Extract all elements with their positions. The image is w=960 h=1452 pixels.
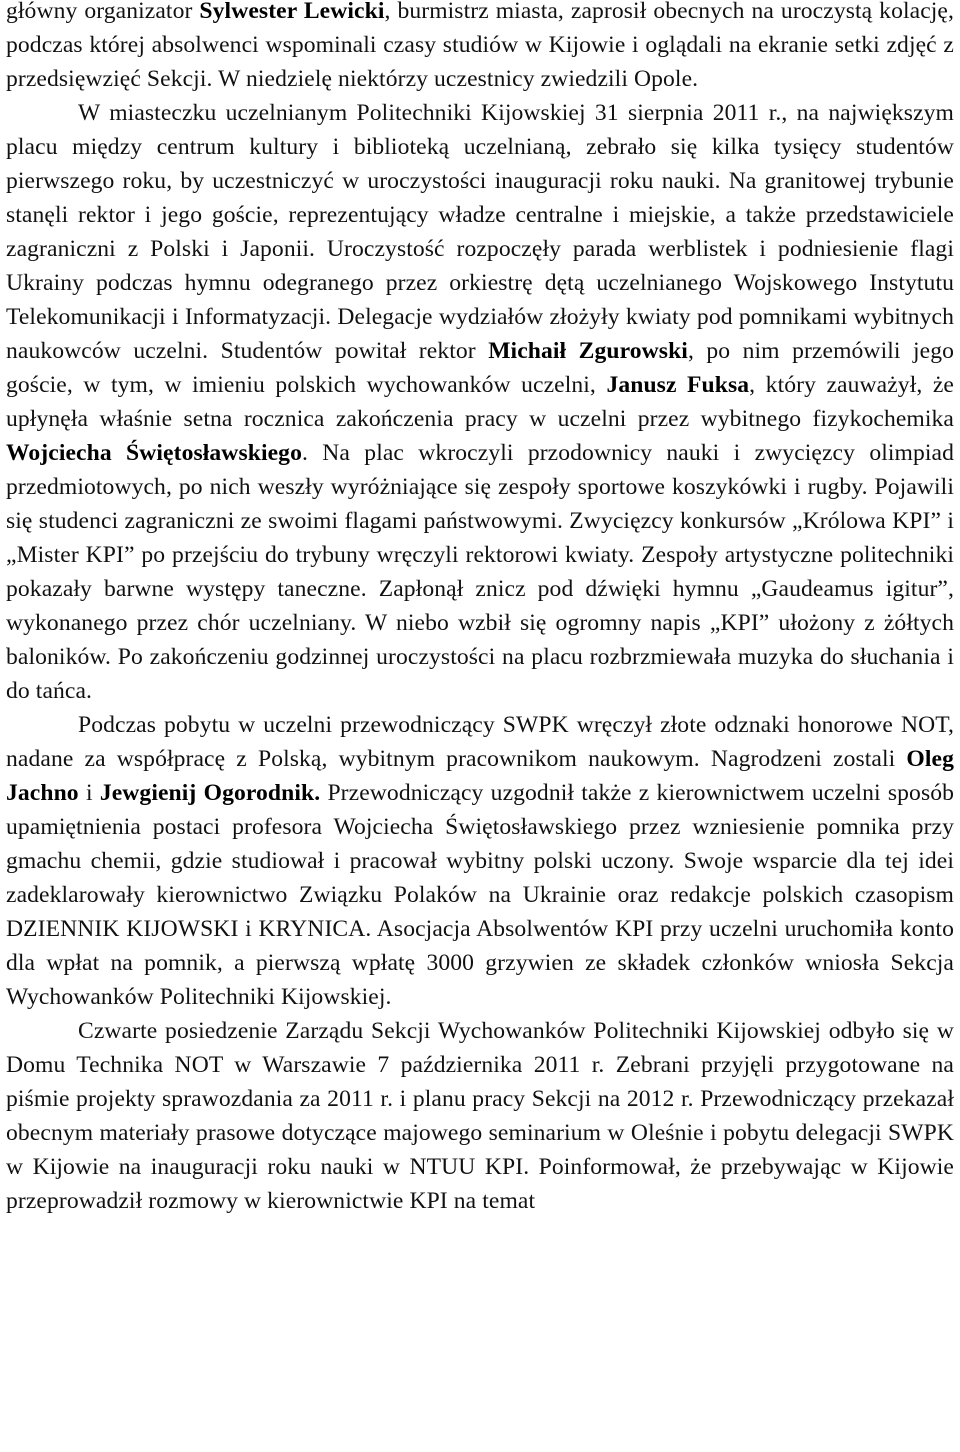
bold-name: Michaił Zgurowski [488, 338, 688, 364]
text-run: Podczas pobytu w uczelni przewodniczący SWPK wręczył złote odznaki honorowe NOT, nadane za współpracę z Polską, wybitnym pracownikom naukowym. Nagrodzeni zostali [6, 712, 954, 772]
text-run: Przewodniczący uzgodnił także z kierownictwem uczelni sposób upamiętnienia postaci profesora Wojciecha Świętosławskiego przez wzniesienie pomnika przy gmachu chemii, gdzie studiował i pracował wybitny polski uczony. Swoje wsparcie dla tej idei zadeklarowały kierownictwo Związku Polaków na Ukrainie oraz redakcje polskich czasopism DZIENNIK KIJOWSKI i KRYNICA. Asocjacja Absolwentów KPI przy uczelni uruchomiła konto dla wpłat na pomnik, a pierwszą wpłatę 3000 grzywien ze składek członków wniosła Sekcja Wychowanków Politechniki Kijowskiej. [6, 780, 955, 1010]
text-run: główny organizator [6, 0, 200, 24]
text-run: W miasteczku uczelnianym Politechniki Kijowskiej 31 sierpnia 2011 r., na największym placu między centrum kultury i biblioteką uczelnianą, zebrało się kilka tysięcy studentów pierwszego roku, by uczestniczyć w uroczystości inauguracji roku nauki. Na granitowej trybunie stanęli rektor i jego goście, reprezentujący władze centralne i miejskie, a także przedstawiciele zagraniczni z Polski i Japonii. Uroczystość rozpoczęły parada werblistek i podniesienie flagi Ukrainy podczas hymnu odegranego przez orkiestrę dętą uczelnianego Wojskowego Instytutu Telekomunikacji i Informatyzacji. Delegacje wydziałów złożyły kwiaty pod pomnikami wybitnych naukowców uczelni. Studentów powitał rektor [6, 100, 954, 364]
text-run: , po nim przemówili jego goście, w tym, w imieniu polskich wychowanków uczelni, [6, 338, 954, 398]
bold-name: Jewgienij Ogorodnik. [99, 780, 321, 806]
bold-name: Janusz Fuksa [606, 372, 750, 398]
paragraph-continuation [6, 0, 954, 96]
text-run: , burmistrz miasta, zaprosił obecnych na uroczystą kolację, podczas której absolwenci wspominali czasy studiów w Kijowie i oglądali na ekranie setki zdjęć z przedsięwzięć Sekcji. W niedzielę niektórzy uczestnicy zwiedzili Opole. [6, 0, 955, 92]
bold-name: Sylwester Lewicki [199, 0, 385, 24]
text-run: . Na plac wkroczyli przodownicy nauki i zwycięzcy olimpiad przedmiotowych, po nich weszły wyróżniające się zespoły sportowe koszykówki i rugby. Pojawili się studenci zagraniczni ze swoimi flagami państwowymi. Zwycięzcy konkursów „Królowa KPI” i „Mister KPI” po przejściu do trybuny wręczyli rektorowi kwiaty. Zespoły artystyczne politechniki pokazały barwne występy taneczne. Zapłonął znicz pod dźwięki hymnu „Gaudeamus igitur”, wykonanego przez chór uczelniany. W niebo wzbił się ogromny napis „KPI” ułożony z żółtych baloników. Po zakończeniu godzinnej uroczystości na placu rozbrzmiewała muzyka do słuchania i do tańca. [6, 440, 955, 704]
text-run: , który zauważył, że upłynęła właśnie setna rocznica zakończenia pracy w uczelni przez wybitnego fizykochemika [6, 372, 954, 432]
paragraph-awards [6, 708, 954, 1014]
bold-name: Wojciecha Świętosławskiego [6, 440, 302, 466]
paragraph-inauguration [6, 96, 954, 708]
document-page [6, 0, 954, 1218]
text-run: Czwarte posiedzenie Zarządu Sekcji Wychowanków Politechniki Kijowskiej odbyło się w Domu Technika NOT w Warszawie 7 października 2011 r. Zebrani przyjęli przygotowane na piśmie projekty sprawozdania za 2011 r. i planu pracy Sekcji na 2012 r. Przewodniczący przekazał obecnym materiały prasowe dotyczące majowego seminarium w Oleśnie i pobytu delegacji SWPK w Kijowie na inauguracji roku nauki w NTUU KPI. Poinformował, że przebywając w Kijowie przeprowadził rozmowy w kierownictwie KPI na temat [6, 1018, 954, 1214]
paragraph-board-meeting [6, 1014, 954, 1218]
text-run: i [78, 780, 100, 806]
bold-name: Oleg Jachno [6, 746, 954, 806]
